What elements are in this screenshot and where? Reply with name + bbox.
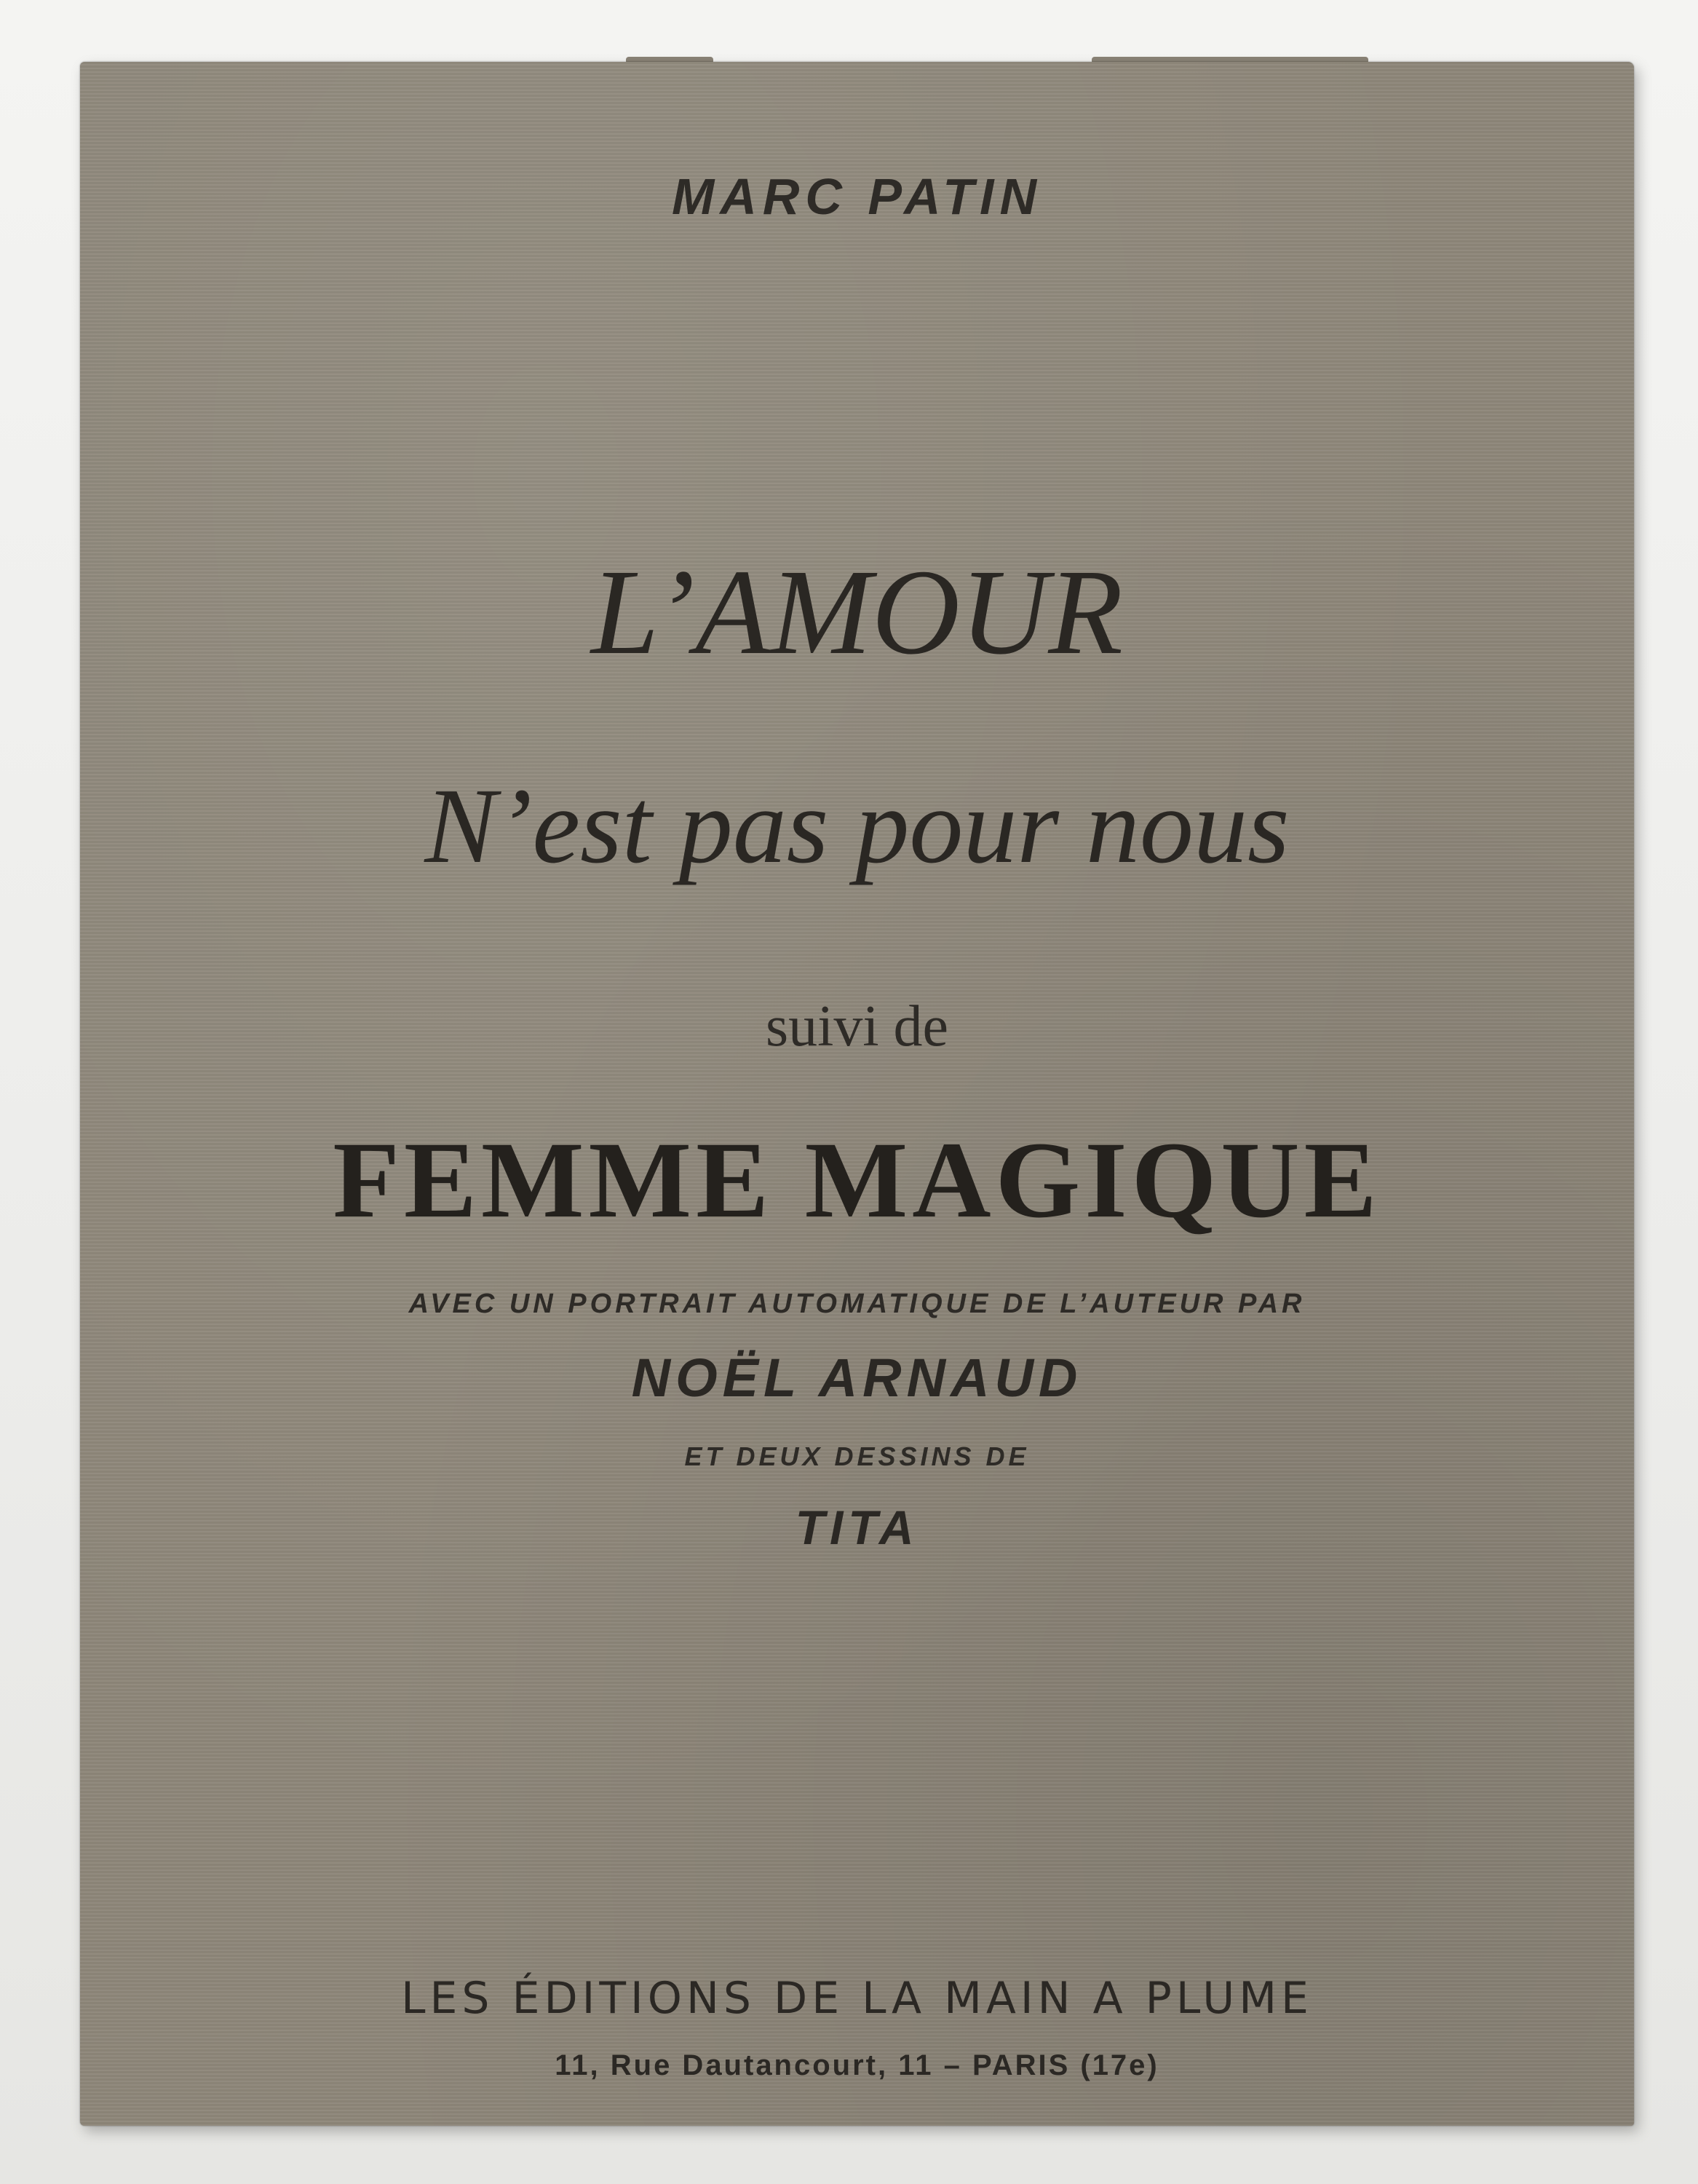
drawings-credit-line: ET DEUX DESSINS DE [684, 1441, 1030, 1471]
connector-text: suivi de [765, 994, 949, 1059]
author-name: MARC PATIN [671, 168, 1043, 225]
title-line-2: N’est pas pour nous [424, 767, 1290, 886]
title-line-3: FEMME MAGIQUE [333, 1120, 1381, 1241]
publisher-name: LES ÉDITIONS DE LA MAIN A PLUME [401, 1973, 1313, 2024]
portrait-artist-name: NOËL ARNAUD [631, 1348, 1083, 1408]
publisher-address: 11, Rue Dautancourt, 11 – PARIS (17e) [555, 2049, 1159, 2081]
portrait-credit-line: AVEC UN PORTRAIT AUTOMATIQUE DE L’AUTEUR PAR [408, 1289, 1306, 1319]
drawings-artist-name: TITA [795, 1500, 919, 1554]
title-line-1: L’AMOUR [591, 545, 1123, 680]
book-cover [80, 62, 1634, 2126]
